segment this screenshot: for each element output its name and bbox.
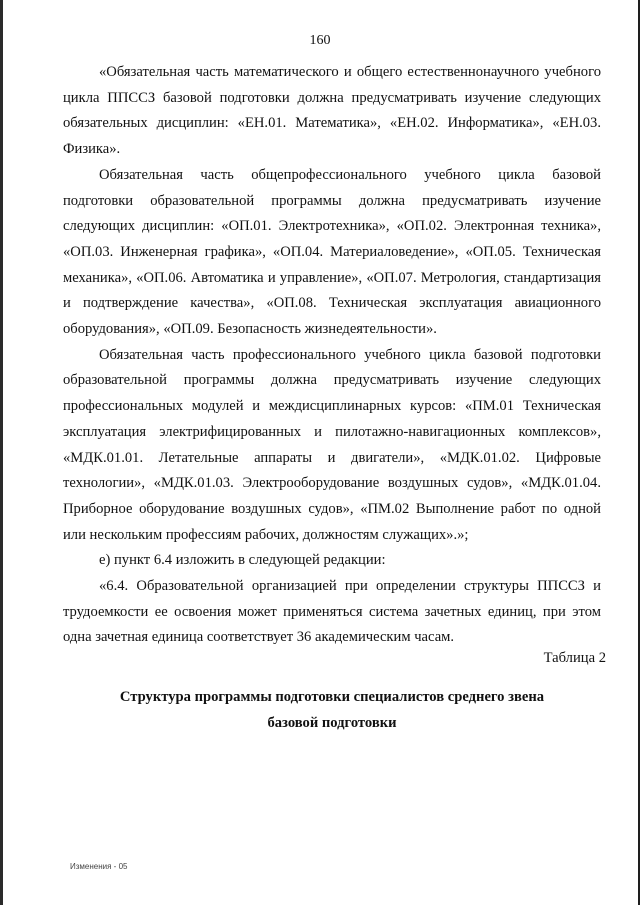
table-title-line-2: базовой подготовки bbox=[267, 715, 397, 731]
table-title bbox=[63, 684, 601, 736]
footer-revision-note: Изменения - 05 bbox=[70, 862, 128, 871]
paragraph-professional-cycle: Обязательная часть профессионального учебного цикла базовой подготовки образовательной программы должна предусматривать изучение следующих профессиональных модулей и междисциплинарных курсов: «ПМ.01 Техническая эксплуатация электрифицированных и пилотажно-навигационных комплексов», «МДК.01.01. Летательные аппараты и двигатели», «МДК.01.02. Цифровые технологии», «МДК.01.03. Электрооборудование воздушных судов», «МДК.01.04. Приборное оборудование воздушных судов», «ПМ.02 Выполнение работ по одной или нескольким профессиям рабочих, должностям служащих».»; bbox=[63, 346, 601, 543]
paragraph-item-e: е) пункт 6.4 изложить в следующей редакции: bbox=[99, 552, 386, 569]
body-text bbox=[63, 60, 601, 651]
paragraph-general-professional-cycle: Обязательная часть общепрофессионального учебного цикла базовой подготовки образовательной программы должна предусматривать изучение следующих дисциплин: «ОП.01. Электротехника», «ОП.02. Электронная техника», «ОП.03. Инженерная графика», «ОП.04. Материаловедение», «ОП.05. Техническая механика», «ОП.06. Автоматика и управление», «ОП.07. Метрология, стандартизация и подтверждение качества», «ОП.08. Техническая эксплуатация авиационного оборудования», «ОП.09. Безопасность жизнедеятельности». bbox=[63, 166, 601, 338]
page-number: 160 bbox=[309, 33, 331, 48]
table-caption: Таблица 2 bbox=[543, 650, 606, 666]
paragraph-clause-6-4: «6.4. Образовательной организацией при определении структуры ППССЗ и трудоемкости ее освоения может применяться система зачетных единиц, при этом одна зачетная единица соответствует 36 академическим часам. bbox=[63, 578, 601, 646]
paragraph-natural-science-cycle: «Обязательная часть математического и общего естественнонаучного учебного цикла ППССЗ базовой подготовки должна предусматривать изучение следующих обязательных дисциплин: «ЕН.01. Математика», «ЕН.02. Информатика», «ЕН.03. Физика». bbox=[63, 64, 601, 158]
table-title-line-1: Структура программы подготовки специалистов среднего звена bbox=[119, 689, 545, 705]
scan-edge-left bbox=[0, 0, 3, 905]
